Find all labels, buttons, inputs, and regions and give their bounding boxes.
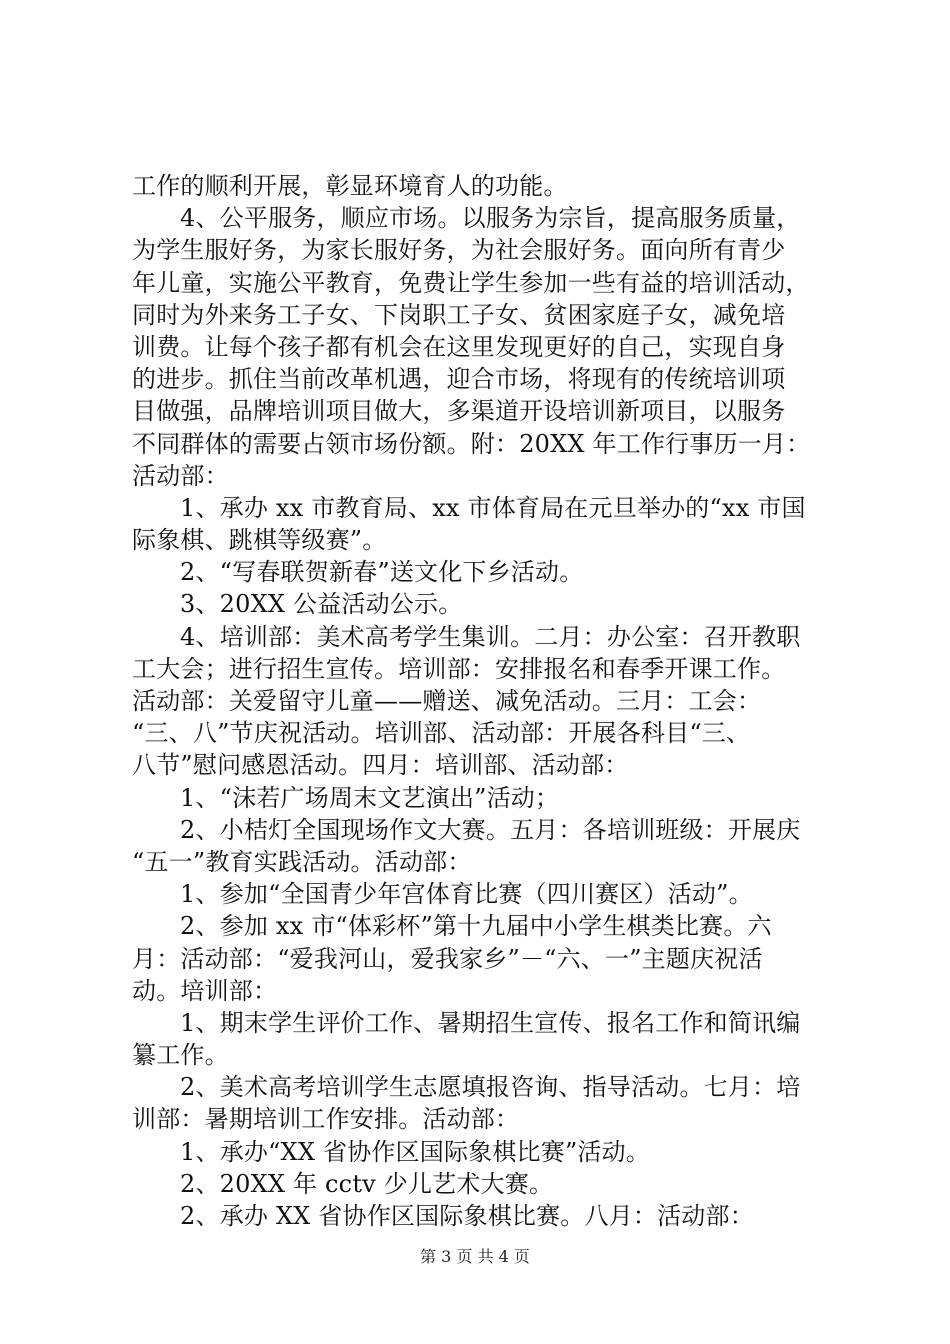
text-line: 纂工作。: [132, 1041, 229, 1070]
text-line: 活动部：: [132, 461, 229, 490]
text-line: 3、20XX 公益活动公示。: [180, 590, 463, 619]
text-line: 不同群体的需要占领市场份额。附：20XX 年工作行事历一月：: [132, 429, 811, 458]
text-line: 八节”慰问感恩活动。四月：培训部、活动部：: [132, 751, 629, 780]
text-line: 工作的顺利开展，彰显环境育人的功能。: [132, 172, 568, 200]
text-line: 训费。让每个孩子都有机会在这里发现更好的自己，实现自身: [132, 332, 786, 361]
text-line: 目做强，品牌培训项目做大，多渠道开设培训新项目，以服务: [132, 397, 786, 426]
text-line: 同时为外来务工子女、下岗职工子女、贫困家庭子女，减免培: [132, 300, 786, 329]
text-line: 活动部：关爱留守儿童——赠送、减免活动。三月：工会：: [132, 687, 762, 715]
page-number: 第 3 页 共 4 页: [420, 1247, 530, 1266]
text-line: 1、承办“XX 省协作区国际象棋比赛”活动。: [180, 1137, 651, 1166]
text-line: 年儿童，实施公平教育，免费让学生参加一些有益的培训活动，: [132, 268, 810, 297]
text-line: 4、培训部：美术高考学生集训。二月：办公室：召开教职: [180, 622, 801, 651]
text-line: 训部：暑期培训工作安排。活动部：: [132, 1105, 520, 1134]
page-footer: [0, 1244, 950, 1267]
text-line: 1、参加“全国青少年宫体育比赛（四川赛区）活动”。: [180, 880, 753, 909]
text-line: “五一”教育实践活动。活动部：: [132, 847, 472, 876]
text-line: 际象棋、跳棋等级赛”。: [132, 526, 387, 555]
text-line: 2、“写春联贺新春”送文化下乡活动。: [180, 558, 584, 587]
text-line: 1、“沫若广场周末文艺演出”活动；: [180, 783, 560, 812]
text-line: 工大会；进行招生宣传。培训部：安排报名和春季开课工作。: [132, 654, 786, 683]
text-line: 2、小桔灯全国现场作文大赛。五月：各培训班级：开展庆: [180, 815, 801, 844]
text-line: 1、承办 xx 市教育局、xx 市体育局在元旦举办的“xx 市国: [180, 493, 806, 522]
text-line: 1、期末学生评价工作、暑期招生宣传、报名工作和简讯编: [180, 1008, 801, 1037]
document-body: [132, 170, 832, 1232]
text-line: 动。培训部：: [132, 976, 278, 1005]
text-line: 2、参加 xx 市“体彩杯”第十九届中小学生棋类比赛。六: [180, 912, 772, 941]
text-line: 为学生服好务，为家长服好务，为社会服好务。面向所有青少: [132, 236, 786, 265]
text-line: 4、公平服务，顺应市场。以服务为宗旨，提高服务质量，: [180, 204, 801, 233]
text-line: 的进步。抓住当前改革机遇，迎合市场，将现有的传统培训项: [132, 365, 786, 394]
text-line: “三、八”节庆祝活动。培训部、活动部：开展各科目“三、: [132, 719, 751, 748]
text-line: 2、20XX 年 cctv 少儿艺术大赛。: [180, 1169, 554, 1198]
text-line: 2、美术高考培训学生志愿填报咨询、指导活动。七月：培: [180, 1073, 801, 1102]
text-line: 2、承办 XX 省协作区国际象棋比赛。八月：活动部：: [180, 1202, 754, 1230]
text-line: 月：活动部：“爱我河山，爱我家乡”－“六、一”主题庆祝活: [132, 944, 763, 973]
